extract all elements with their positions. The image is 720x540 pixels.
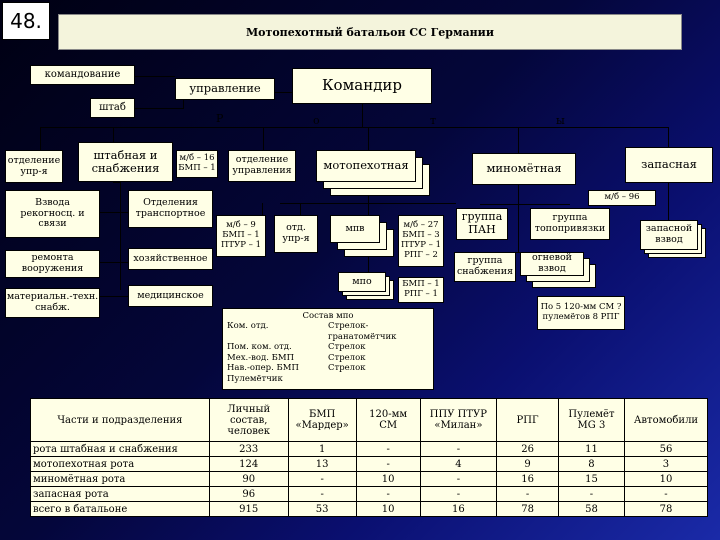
command-box: командование xyxy=(30,65,135,85)
diagram-title: Мотопехотный батальон СС Германии xyxy=(58,14,682,50)
connector xyxy=(668,127,669,147)
composition-row: Нав.-опер. БМП Стрелок xyxy=(227,363,366,373)
mpo-equipment: БМП – 1 РПГ – 1 xyxy=(398,277,444,303)
commander-box: Командир xyxy=(292,68,432,104)
connector xyxy=(135,76,175,77)
connector xyxy=(280,203,456,204)
departments-group xyxy=(128,190,213,228)
slide-number: 48. xyxy=(2,2,50,40)
dept-mgmt-box: отделение упр-я xyxy=(5,150,63,183)
connector xyxy=(362,104,363,128)
platoons-header: Взвода xyxy=(35,196,70,208)
platoons-group xyxy=(5,190,100,238)
mortar-company: миномётная xyxy=(472,153,576,185)
table-header: РПГ xyxy=(497,399,559,442)
platoon-repair: ремонта вооружения xyxy=(5,250,100,278)
rota-letter: о xyxy=(313,114,320,127)
table-header: ППУ ПТУР «Милан» xyxy=(420,399,497,442)
dept-mgmt-2: отд. упр-я xyxy=(274,215,318,253)
connector xyxy=(263,127,264,150)
fire-platoon: огневой взвод xyxy=(520,252,584,276)
group-pan: группа ПАН xyxy=(456,208,508,240)
composition-row: Пом. ком. отд. Стрелок xyxy=(227,342,366,352)
group-supply: группа снабжения xyxy=(454,252,516,282)
group-topo: группа топопривязки xyxy=(530,208,610,240)
summary-table xyxy=(30,398,708,517)
rota-letter: Р xyxy=(216,112,224,125)
connector xyxy=(100,262,128,263)
table-header: Личный состав, человек xyxy=(209,399,288,442)
reserve-company: запасная xyxy=(625,147,713,183)
table-row: запасная рота 96 - - - - - - xyxy=(31,487,708,502)
table-row: всего в батальоне 915 53 10 16 78 58 78 xyxy=(31,502,708,517)
connector xyxy=(40,127,41,150)
composition-title: Состав мпо xyxy=(302,311,354,321)
table-row: мотопехотная рота 124 13 - 4 9 8 3 xyxy=(31,457,708,472)
dept-control-box: отделение управления xyxy=(228,150,296,182)
platoon-recon: рекогносц. и связи xyxy=(20,207,85,230)
connector xyxy=(113,127,114,142)
staff-supply-equipment: м/б – 16 БМП – 1 xyxy=(176,150,218,178)
connector xyxy=(135,108,183,109)
composition-row: Пулемётчик xyxy=(227,373,283,384)
departments-header: Отделения xyxy=(143,197,198,209)
dept-medical: медицинское xyxy=(128,285,213,307)
connector xyxy=(480,204,570,205)
motor-equipment: м/б – 9 БМП – 1 ПТУР – 1 xyxy=(216,215,266,257)
staff-supply-company: штабная и снабжения xyxy=(78,142,173,182)
dept-transport: транспортное xyxy=(135,208,206,219)
connector xyxy=(120,182,121,290)
dept-household: хозяйственное xyxy=(128,248,213,270)
reserve-platoon: запасной взвод xyxy=(640,220,698,250)
table-header-row xyxy=(31,399,708,442)
table-row: миномётная рота 90 - 10 - 16 15 10 xyxy=(31,472,708,487)
connector xyxy=(518,205,519,253)
table-header: 120-мм СМ xyxy=(356,399,420,442)
connector xyxy=(100,212,128,213)
table-header: Автомобили xyxy=(624,399,707,442)
connector xyxy=(100,296,128,297)
rota-letter: ы xyxy=(556,114,565,127)
composition-row: Ком. отд. Стрелок-гранатомётчик xyxy=(227,321,397,342)
rota-letter: т xyxy=(430,114,437,127)
connector xyxy=(668,180,669,220)
mpo-composition xyxy=(222,308,434,390)
mortar-equipment: м/б – 96 xyxy=(588,190,656,206)
mpv-box: мпв xyxy=(330,215,380,243)
mortar-note: По 5 120-мм СМ ? пулемётов 8 РПГ xyxy=(537,296,625,330)
connector xyxy=(518,185,519,205)
table-row: рота штабная и снабжения 233 1 - - 26 11 56 xyxy=(31,442,708,457)
connector xyxy=(262,203,263,215)
connector xyxy=(518,127,519,153)
composition-row: Мех.-вод. БМП Стрелок xyxy=(227,352,366,363)
connector xyxy=(113,182,121,183)
connector xyxy=(300,203,301,215)
connector xyxy=(40,127,668,128)
connector xyxy=(368,127,369,150)
management-box: управление xyxy=(175,78,275,100)
motorized-company: мотопехотная xyxy=(316,150,416,182)
table-header: Части и подразделения xyxy=(31,399,210,442)
table-header: БМП «Мардер» xyxy=(288,399,356,442)
platoon-material: материальн.-техн. снабж. xyxy=(5,288,100,318)
staff-box: штаб xyxy=(90,98,135,118)
mpo-box: мпо xyxy=(338,272,386,292)
mpv-equipment: м/б – 27 БМП – 3 ПТУР – 1 РПГ – 2 xyxy=(398,215,444,267)
table-header: Пулемёт MG 3 xyxy=(558,399,624,442)
